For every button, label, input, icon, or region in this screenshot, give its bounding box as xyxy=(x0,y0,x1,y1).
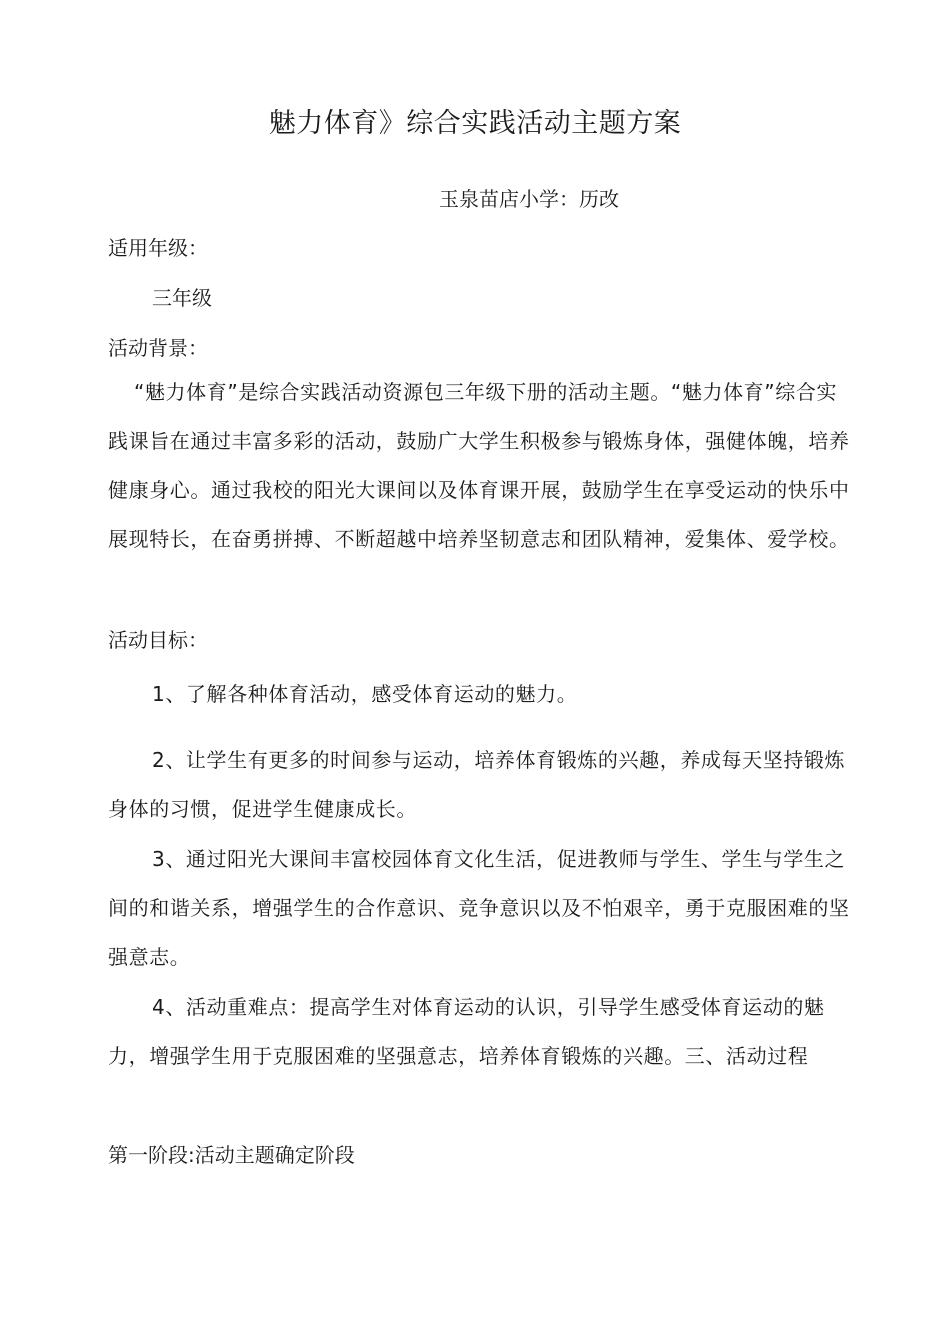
document-title: 魅力体育》综合实践活动主题方案 xyxy=(268,108,682,139)
background-heading: 活动背景： xyxy=(108,336,208,360)
goal-item-2: 2、让学生有更多的时间参与运动，培养体育锻炼的兴趣，养成每天坚持锻炼身体的习惯，促进学生健康成长。 xyxy=(108,748,846,821)
author-line: 玉泉苗店小学：历改 xyxy=(439,187,619,211)
stage-heading: 第一阶段:活动主题确定阶段 xyxy=(108,1143,355,1167)
goal-item-1: 1、了解各种体育活动，感受体育运动的魅力。 xyxy=(152,682,578,706)
grade-heading: 适用年级： xyxy=(108,236,208,260)
goal-item-3: 3、通过阳光大课间丰富校园体育文化生活，促进教师与学生、学生与学生之间的和谐关系，增强学生的合作意识、竞争意识以及不怕艰辛，勇于克服困难的坚强意志。 xyxy=(108,847,850,969)
grade-value: 三年级 xyxy=(152,286,212,310)
goal-item-4: 4、活动重难点：提高学生对体育运动的认识，引导学生感受体育运动的魅力，增强学生用于克服困难的坚强意志，培养体育锻炼的兴趣。三、活动过程 xyxy=(108,995,825,1068)
goals-heading: 活动目标： xyxy=(108,628,208,652)
background-paragraph: “魅力体育”是综合实践活动资源包三年级下册的活动主题。“魅力体育”综合实践课旨在通过丰富多彩的活动，鼓励广大学生积极参与锻炼身体，强健体魄，培养健康身心。通过我校的阳光大课间以及体育课开展，鼓励学生在享受运动的快乐中展现特长，在奋勇拼搏、不断超越中培养坚韧意志和团队精神，爱集体、爱学校。 xyxy=(108,380,850,551)
